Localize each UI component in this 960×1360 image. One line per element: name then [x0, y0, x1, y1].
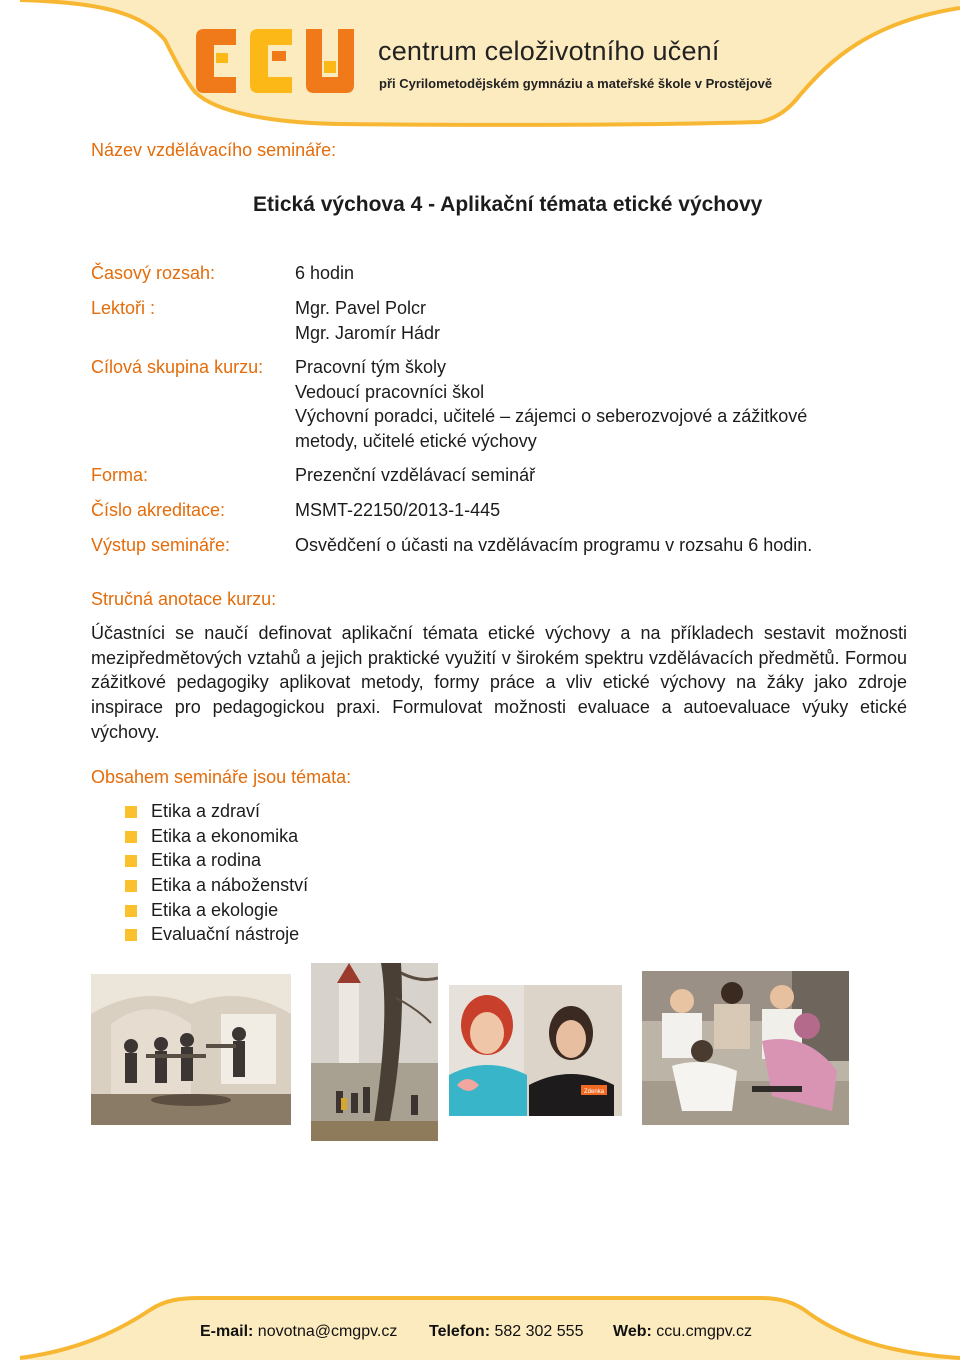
seminar-name-label: Název vzdělávacího semináře:: [91, 140, 337, 160]
topic-text: Etika a rodina: [151, 850, 262, 871]
header-decoration: [0, 0, 960, 135]
topic-text: Etika a zdraví: [151, 801, 261, 821]
topic-text: Etika a ekonomika: [151, 825, 299, 846]
footer-email: [200, 1323, 397, 1341]
accreditation-label: Číslo akreditace:: [91, 500, 226, 520]
output-value: Osvědčení o účasti na vzdělávacím programu v rozsahu 6 hodin.: [295, 535, 813, 555]
square-bullet-icon: [125, 806, 137, 818]
seminar-title: Etická výchova 4 - Aplikační témata etické výchovy: [253, 193, 763, 216]
footer-web: [613, 1323, 752, 1341]
topic-text: Evaluační nástroje: [151, 924, 300, 945]
square-bullet-icon: [125, 831, 137, 843]
target-group-label: Cílová skupina kurzu:: [91, 357, 264, 377]
name-badge-text: Zdenka: [583, 1089, 605, 1095]
photo-smiling-women: [449, 985, 622, 1116]
target-group-line: Pracovní tým školy: [295, 357, 447, 377]
accreditation-value: MSMT-22150/2013-1-445: [295, 500, 501, 520]
list-item: [91, 898, 308, 923]
list-item: [91, 922, 308, 947]
list-item: [91, 873, 308, 898]
photo-group-pose: [91, 974, 291, 1125]
duration-value: 6 hodin: [295, 263, 355, 283]
topics-list: [91, 799, 308, 947]
list-item: [91, 824, 308, 849]
ccu-logo-mark: [192, 27, 357, 95]
target-group-line: metody, učitelé etické výchovy: [295, 430, 537, 451]
annotation-label: Stručná anotace kurzu:: [91, 589, 277, 609]
lecturer-name: Mgr. Pavel Polcr: [295, 298, 427, 318]
header-subtitle: při Cyrilometodějském gymnáziu a mateřské škole v Prostějově: [379, 76, 773, 91]
topic-text: Etika a ekologie: [151, 899, 279, 920]
phone-label: Telefon:: [429, 1323, 491, 1340]
footer-phone: [429, 1323, 583, 1341]
square-bullet-icon: [125, 880, 137, 892]
square-bullet-icon: [125, 905, 137, 917]
target-group-value: [295, 355, 855, 453]
lecturer-name: Mgr. Jaromír Hádr: [295, 322, 441, 343]
phone-number: 582 302 555: [494, 1323, 584, 1340]
output-label: Výstup semináře:: [91, 535, 231, 555]
email-label: E-mail:: [200, 1323, 254, 1340]
ccu-logo: [192, 27, 357, 95]
photo-church-outdoor: [311, 963, 438, 1141]
target-group-line: Vedoucí pracovníci škol: [295, 381, 485, 402]
web-label: Web:: [613, 1323, 652, 1340]
square-bullet-icon: [125, 855, 137, 867]
form-label: Forma:: [91, 465, 149, 485]
duration-label: Časový rozsah:: [91, 263, 216, 283]
header-title: centrum celoživotního učení: [378, 36, 720, 66]
square-bullet-icon: [125, 929, 137, 941]
form-value: Prezenční vzdělávací seminář: [295, 465, 536, 485]
photo-group-activity: [642, 971, 849, 1125]
email-link[interactable]: novotna@cmgpv.cz: [257, 1323, 398, 1340]
list-item: [91, 799, 308, 824]
lecturers-value: [295, 296, 440, 345]
lecturers-label: Lektoři :: [91, 298, 156, 318]
topics-label: Obsahem semináře jsou témata:: [91, 767, 352, 787]
target-group-line: Výchovní poradci, učitelé – zájemci o seberozvojové a zážitkové: [295, 406, 808, 426]
topic-text: Etika a náboženství: [151, 875, 309, 896]
annotation-text: Účastníci se naučí definovat aplikační témata etické výchovy a na příkladech sestavit možnosti mezipředmětových vztahů a jejich praktické využití v širokém spektru vzdělávacích předmětů. Formou zážitkové pedagogiky aplikovat metody, formy práce a vliv etické výchovy na žáky jako zdroje inspirace pro pedagogickou praxi. Formulovat možnosti evaluace a autoevaluace výuky etické výchovy.: [91, 623, 907, 742]
list-item: [91, 848, 308, 873]
web-link[interactable]: ccu.cmgpv.cz: [656, 1323, 752, 1340]
